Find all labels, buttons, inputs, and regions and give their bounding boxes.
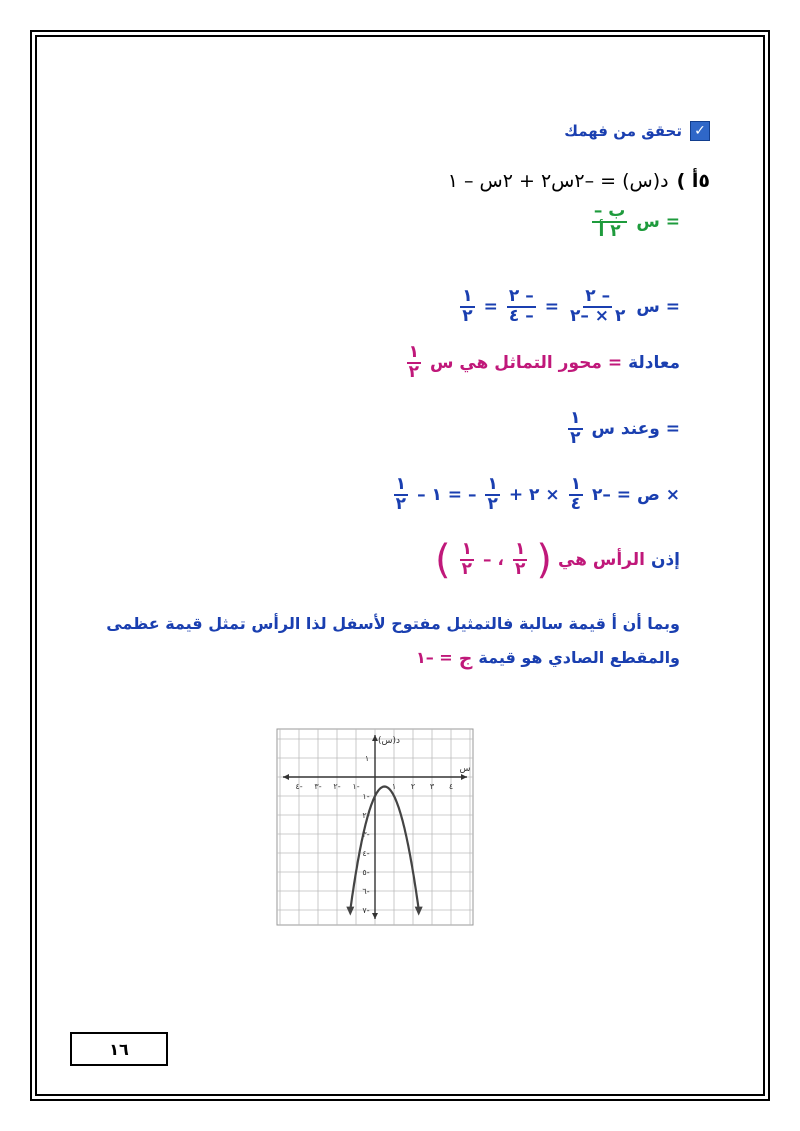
y-fc-num: ١ (395, 474, 407, 494)
y-tick-label: ٣- (362, 830, 370, 839)
vertex-x-num: ١ (514, 539, 526, 560)
at-x-num: ١ (570, 408, 581, 428)
x-tick-label: ٢ (410, 782, 416, 791)
paren-open: ) (536, 537, 552, 583)
paren-close: ( (434, 537, 451, 583)
axis-word2: محور التماثل هي س = (429, 352, 623, 373)
x-tick-label: ١- (352, 782, 360, 791)
x-tick-label: ١ (391, 782, 397, 791)
y-calc-fraction-c (394, 476, 408, 514)
compute-f2-den: ٤ – (508, 305, 534, 326)
axis-den: ٢ (408, 361, 419, 382)
section-header (564, 121, 710, 141)
compute-f2-num: ٢ – (508, 286, 534, 306)
compute-lhs: س = (636, 296, 680, 317)
parabola-graph (275, 727, 475, 927)
y-calc-part1: ص = –٢ × (591, 484, 680, 505)
page-number-box (70, 1032, 168, 1066)
at-x-den: ٢ (570, 427, 581, 448)
y-calc-fraction-a (569, 476, 583, 514)
y-tick-label: ٧- (362, 906, 370, 915)
vertex-x-fraction (513, 541, 527, 579)
at-x-text: وعند س = (591, 418, 680, 439)
axis-of-symmetry (404, 344, 680, 382)
axis-fraction (407, 344, 421, 382)
x-tick-label: ٤ (448, 782, 454, 791)
y-fb-den: ٢ (487, 493, 498, 514)
vertex-text2: الرأس هي (557, 550, 645, 570)
x-computation (457, 288, 680, 326)
formula-denominator: ٢ أ (598, 220, 621, 241)
compute-f3-den: ٢ (462, 305, 473, 326)
problem-expression: د(س) = –٢س٢ + ٢س – ١ (447, 170, 669, 192)
vertex-comma: ، (497, 550, 504, 570)
section-title: تحقق من فهمك (564, 122, 682, 140)
y-computation (391, 476, 680, 514)
x-tick-label: ٣ (429, 782, 435, 791)
y-tick-label: ٥- (362, 868, 370, 877)
problem-label: ٥أ ) (676, 170, 710, 192)
x-tick-label: ٤- (295, 782, 303, 791)
equals-sign: = (483, 296, 498, 317)
compute-f1-num: ٢ – (585, 286, 611, 306)
axis-word1: معادلة (628, 352, 680, 373)
compute-fraction-2 (507, 288, 536, 326)
x-axis-label: س (459, 764, 471, 774)
y-tick-label: ١ (364, 754, 370, 763)
conclusion-c-value: = –١ (415, 648, 453, 667)
vertex-text1: إذن (650, 550, 680, 570)
vertex-y-num: ١ (461, 539, 472, 560)
y-axis-label: د(س) (377, 736, 401, 746)
y-tick-label: ٤- (362, 849, 370, 858)
compute-f1-den: ٢ × –٢ (569, 305, 626, 326)
conclusion-c-label: ج (458, 648, 473, 670)
y-calc-part3: – ١ = – (417, 484, 477, 505)
equals-sign: = (544, 296, 559, 317)
compute-fraction-1 (568, 288, 627, 326)
y-tick-label: ٦- (362, 887, 370, 896)
conclusion-line2-text: والمقطع الصادي هو قيمة (478, 648, 680, 667)
y-fc-den: ٢ (395, 493, 407, 514)
y-fb-num: ١ (487, 474, 498, 494)
y-tick-label: ٢- (362, 811, 370, 820)
formula-lhs: س = (636, 211, 680, 232)
page-number: ١٦ (109, 1039, 129, 1059)
compute-fraction-3 (460, 288, 474, 326)
y-calc-part2: + ٢ × (508, 484, 560, 505)
vertex-minus: – (482, 550, 492, 570)
y-fa-num: ١ (570, 474, 581, 494)
vertex-formula (589, 203, 680, 241)
at-x-line (565, 410, 680, 448)
formula-fraction (592, 203, 628, 241)
at-x-fraction (568, 410, 582, 448)
vertex-y-den: ٢ (461, 559, 472, 579)
x-tick-label: ٣- (314, 782, 322, 791)
problem-statement (448, 170, 710, 192)
axis-num: ١ (408, 342, 419, 362)
x-tick-label: ٢- (333, 782, 341, 791)
conclusion-line2 (416, 648, 680, 670)
compute-f3-num: ١ (462, 286, 473, 306)
y-calc-fraction-b (485, 476, 499, 514)
checkmark-icon: ✓ (690, 121, 710, 141)
conclusion-line1: وبما أن أ قيمة سالبة فالتمثيل مفتوح لأسفل لذا الرأس تمثل قيمة عظمى (106, 614, 680, 633)
vertex-y-fraction (460, 541, 474, 579)
y-fa-den: ٤ (570, 493, 581, 514)
formula-numerator: – ب (593, 201, 626, 221)
vertex-x-den: ٢ (514, 559, 526, 579)
y-tick-label: ١- (362, 792, 370, 801)
vertex-line (434, 537, 680, 583)
